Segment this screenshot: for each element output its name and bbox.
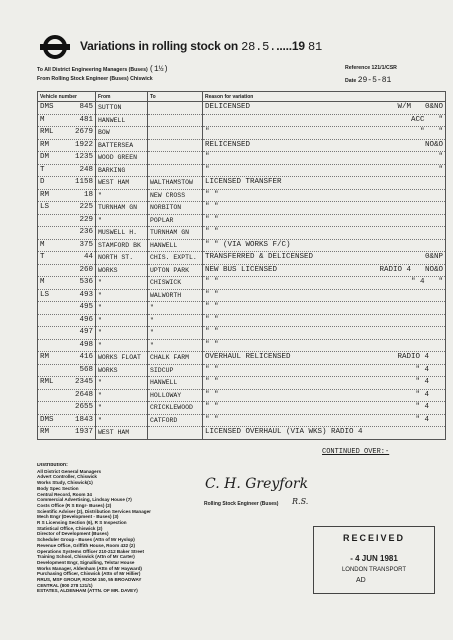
reason-text: " " bbox=[205, 315, 219, 324]
vehicle-num: 2655 bbox=[74, 403, 93, 411]
vehicle-num: 1235 bbox=[74, 153, 93, 161]
vehicle-num: 845 bbox=[79, 103, 93, 111]
vehicle-number-cell bbox=[38, 289, 96, 302]
vehicle-num: 248 bbox=[79, 165, 93, 174]
date-field: Date 29-5-81 bbox=[345, 76, 392, 85]
reason-extra: ACC bbox=[410, 115, 425, 124]
reason-extra-2: " bbox=[438, 128, 443, 136]
distribution-item: Purchasing Officer, Chiswick (Attn of Mr Hillier) bbox=[37, 571, 141, 577]
vehicle-number-cell bbox=[38, 327, 96, 340]
from-cell: MUSWELL H. bbox=[96, 227, 148, 240]
reason-extra: " 4 bbox=[415, 390, 429, 399]
vehicle-num: 493 bbox=[79, 290, 93, 299]
from-cell: " bbox=[96, 289, 148, 302]
distribution-item: Costs Office (R S Engr- Buses) (2) bbox=[37, 502, 112, 508]
from-cell: " bbox=[96, 189, 148, 202]
from-cell: " bbox=[96, 339, 148, 352]
to-cell bbox=[148, 139, 203, 152]
vehicle-num: 1922 bbox=[74, 140, 93, 149]
reason-text: " bbox=[205, 153, 210, 161]
reason-text: " " bbox=[205, 290, 219, 299]
reason-extra: " 4 bbox=[415, 378, 429, 386]
table-row bbox=[38, 114, 446, 127]
to-cell: UPTON PARK bbox=[148, 264, 203, 277]
distribution-item: Training School, Chiswick (Attn of Mr Carter) bbox=[37, 554, 135, 560]
distribution-item: Body Spec Section bbox=[37, 485, 79, 491]
to-cell: " bbox=[148, 302, 203, 315]
vehicle-num: 260 bbox=[79, 265, 93, 274]
vehicle-number-cell bbox=[38, 139, 96, 152]
reason-text: " " bbox=[205, 190, 219, 199]
reason-text: RELICENSED bbox=[205, 140, 251, 149]
from-cell: WEST HAM bbox=[96, 177, 148, 190]
reason-cell bbox=[203, 352, 446, 365]
vehicle-class: D bbox=[40, 178, 45, 186]
reason-text: " " bbox=[205, 215, 219, 224]
reason-extra-2: 0&NO bbox=[424, 103, 443, 111]
to-cell: CHALK FARM bbox=[148, 352, 203, 365]
vehicle-class: RML bbox=[40, 128, 54, 136]
table-row bbox=[38, 427, 446, 440]
table-row bbox=[38, 402, 446, 415]
table-row bbox=[38, 289, 446, 302]
to-cell bbox=[148, 102, 203, 115]
reason-cell bbox=[203, 152, 446, 165]
distribution-item: Mech Engr (Development - Buses) (3) bbox=[37, 514, 119, 520]
title-date-year-value: 81 bbox=[307, 40, 322, 54]
reason-cell bbox=[203, 302, 446, 315]
reason-cell bbox=[203, 202, 446, 215]
distribution-item: RRUS, MSF GROUP, ROOM 150, 55 BROADWAY bbox=[37, 577, 142, 583]
to-cell bbox=[148, 114, 203, 127]
to-cell: CHISWICK bbox=[148, 277, 203, 290]
stamp-date: - 4 JUN 1981 bbox=[350, 554, 398, 563]
reason-cell bbox=[203, 239, 446, 252]
col-from: From bbox=[96, 92, 148, 102]
vehicle-num: 229 bbox=[79, 215, 93, 224]
reason-extra-2: " bbox=[438, 153, 443, 161]
from-cell: WOOD GREEN bbox=[96, 152, 148, 165]
distribution-item: Commercial Advertising, Lindsay House (7) bbox=[37, 497, 132, 503]
vehicle-number-cell bbox=[38, 352, 96, 365]
reason-cell bbox=[203, 252, 446, 265]
vehicle-num: 536 bbox=[79, 278, 93, 286]
vehicle-class: RM bbox=[40, 428, 50, 436]
vehicle-class: RM bbox=[40, 140, 50, 149]
distribution-list bbox=[37, 463, 217, 594]
table-row bbox=[38, 314, 446, 327]
reason-text: " " bbox=[205, 303, 219, 311]
stamp-title: RECEIVED bbox=[342, 533, 405, 543]
vehicle-num: 495 bbox=[79, 303, 93, 311]
table-row bbox=[38, 302, 446, 315]
distribution-item: Development Engr, Signalling, Telstar House bbox=[37, 559, 135, 565]
table-row bbox=[38, 214, 446, 227]
table-row bbox=[38, 352, 446, 365]
table-row bbox=[38, 152, 446, 165]
reason-text: " " bbox=[205, 278, 219, 286]
vehicle-class: DMS bbox=[40, 103, 54, 111]
distribution-item: Statistical Office, Chiswick (2) bbox=[37, 525, 103, 531]
table-row bbox=[38, 239, 446, 252]
reason-text: " " bbox=[205, 403, 219, 411]
vehicle-num: 225 bbox=[79, 203, 93, 211]
vehicle-number-cell bbox=[38, 102, 96, 115]
table-row bbox=[38, 102, 446, 115]
vehicle-number-cell bbox=[38, 264, 96, 277]
reason-text: " " bbox=[205, 328, 219, 336]
table-row bbox=[38, 389, 446, 402]
table-row bbox=[38, 327, 446, 340]
from-cell: WEST HAM bbox=[96, 427, 148, 440]
table-row bbox=[38, 364, 446, 377]
vehicle-class: LS bbox=[40, 290, 50, 299]
vehicle-num: 18 bbox=[83, 190, 93, 199]
signature-initials: R.S. bbox=[292, 497, 309, 506]
reason-extra-2: " bbox=[438, 278, 443, 286]
reason-extra-2: NO&O bbox=[424, 140, 443, 149]
reason-cell bbox=[203, 377, 446, 390]
reason-extra-2: 0&NP bbox=[424, 253, 443, 261]
reason-text: OVERHAUL RELICENSED bbox=[205, 353, 291, 361]
vehicle-class: M bbox=[40, 115, 45, 124]
reason-text: " " bbox=[205, 203, 219, 211]
reason-extra: " 4 bbox=[410, 278, 425, 286]
to-cell bbox=[148, 164, 203, 177]
vehicle-number-cell bbox=[38, 364, 96, 377]
vehicle-number-cell bbox=[38, 214, 96, 227]
distribution-item: Advert Controller, Chiswick bbox=[37, 474, 97, 480]
vehicle-number-cell bbox=[38, 164, 96, 177]
reason-cell bbox=[203, 414, 446, 427]
to-cell: " bbox=[148, 314, 203, 327]
reason-extra-2: " bbox=[438, 115, 443, 124]
reason-extra: RADIO 4 bbox=[379, 265, 411, 274]
to-line: To All District Engineering Managers (Buses) (1½) bbox=[37, 65, 169, 74]
from-cell: " bbox=[96, 389, 148, 402]
reason-cell bbox=[203, 189, 446, 202]
reason-text: " " bbox=[205, 378, 219, 386]
table-row bbox=[38, 127, 446, 140]
reason-text: NEW BUS LICENSED bbox=[205, 265, 278, 274]
reason-text: LICENSED TRANSFER bbox=[205, 178, 282, 186]
distribution-item: CENTRAL (800 278 121/1) bbox=[37, 582, 93, 588]
vehicle-class: LS bbox=[40, 203, 50, 211]
from-cell: " bbox=[96, 302, 148, 315]
title-date-day: 28.5. bbox=[241, 40, 277, 54]
vehicle-number-cell bbox=[38, 377, 96, 390]
vehicle-number-cell bbox=[38, 339, 96, 352]
variations-table bbox=[37, 91, 446, 440]
vehicle-number-cell bbox=[38, 277, 96, 290]
distribution-item: ESTATES, ALDENHAM (ATTN. OF MR. DAVEY) bbox=[37, 588, 138, 594]
vehicle-num: 2648 bbox=[74, 390, 93, 399]
to-cell: " bbox=[148, 327, 203, 340]
distribution-item: All District General Managers bbox=[37, 468, 102, 474]
distribution-heading: Distribution: bbox=[37, 463, 68, 468]
vehicle-number-cell bbox=[38, 177, 96, 190]
to-cell: HOLLOWAY bbox=[148, 389, 203, 402]
table-row bbox=[38, 377, 446, 390]
reason-text: " " (VIA WORKS F/C) bbox=[205, 240, 291, 249]
to-cell: HANWELL bbox=[148, 377, 203, 390]
vehicle-number-cell bbox=[38, 189, 96, 202]
continued-note: CONTINUED OVER:- bbox=[322, 448, 390, 456]
from-cell: " bbox=[96, 314, 148, 327]
vehicle-class: M bbox=[40, 240, 45, 249]
reason-text: DELICENSED bbox=[205, 103, 251, 111]
distribution-item: Scientific Adviser (2), Distribution Services Manager bbox=[37, 508, 151, 514]
reason-cell bbox=[203, 277, 446, 290]
vehicle-num: 375 bbox=[79, 240, 93, 249]
reference: Reference 121/1/CSR bbox=[345, 65, 397, 71]
reason-cell bbox=[203, 402, 446, 415]
distribution-item: Works Manager, Aldenham (Attn of Mr Hayward) bbox=[37, 565, 142, 571]
from-cell: BOW bbox=[96, 127, 148, 140]
reason-cell bbox=[203, 214, 446, 227]
reason-extra-2: NO&O bbox=[424, 265, 443, 274]
reason-extra-2: " bbox=[438, 165, 443, 174]
reason-cell bbox=[203, 102, 446, 115]
from-cell: " bbox=[96, 377, 148, 390]
to-cell: " bbox=[148, 339, 203, 352]
vehicle-num: 497 bbox=[79, 328, 93, 336]
table-row bbox=[38, 177, 446, 190]
vehicle-number-cell bbox=[38, 314, 96, 327]
vehicle-num: 44 bbox=[83, 253, 93, 261]
reason-extra: " 4 bbox=[415, 403, 429, 411]
table-row bbox=[38, 252, 446, 265]
to-cell: CRICKLEWOOD bbox=[148, 402, 203, 415]
vehicle-class: RM bbox=[40, 353, 50, 361]
reason-cell bbox=[203, 364, 446, 377]
vehicle-number-cell bbox=[38, 239, 96, 252]
reason-text: TRANSFERRED & DELICENSED bbox=[205, 253, 314, 261]
table-row bbox=[38, 414, 446, 427]
vehicle-num: 236 bbox=[79, 228, 93, 236]
vehicle-class: DM bbox=[40, 153, 50, 161]
vehicle-number-cell bbox=[38, 227, 96, 240]
from-cell: STAMFORD BK bbox=[96, 239, 148, 252]
to-cell: POPLAR bbox=[148, 214, 203, 227]
vehicle-num: 1937 bbox=[74, 428, 93, 436]
distribution-item: Scheduler Group - Buses (Attn of Mr Hyslop) bbox=[37, 537, 135, 543]
vehicle-class: T bbox=[40, 165, 45, 174]
stamp-org: LONDON TRANSPORT bbox=[341, 567, 407, 573]
distribution-item: Director of Development (Buses) bbox=[37, 531, 109, 537]
reason-text: " bbox=[205, 128, 210, 136]
vehicle-number-cell bbox=[38, 152, 96, 165]
from-cell: " bbox=[96, 402, 148, 415]
from-cell: " bbox=[96, 214, 148, 227]
table-row bbox=[38, 189, 446, 202]
reason-cell bbox=[203, 427, 446, 440]
from-cell: BATTERSEA bbox=[96, 139, 148, 152]
from-cell: " bbox=[96, 327, 148, 340]
from-cell: NORTH ST. bbox=[96, 252, 148, 265]
table-header-row bbox=[38, 92, 446, 102]
reason-cell bbox=[203, 139, 446, 152]
table-row bbox=[38, 339, 446, 352]
reason-text: " " bbox=[205, 365, 219, 374]
vehicle-class: RM bbox=[40, 190, 50, 199]
reason-cell bbox=[203, 389, 446, 402]
title-date-year: 19 bbox=[291, 39, 305, 53]
vehicle-number-cell bbox=[38, 402, 96, 415]
reason-text: " " bbox=[205, 390, 219, 399]
col-vehicle-number: Vehicle number bbox=[38, 92, 96, 102]
table-row bbox=[38, 164, 446, 177]
reason-cell bbox=[203, 289, 446, 302]
col-reason: Reason for variation bbox=[203, 92, 446, 102]
from-cell: SUTTON bbox=[96, 102, 148, 115]
reason-extra: " 4 bbox=[415, 365, 429, 374]
vehicle-num: 1158 bbox=[74, 178, 93, 186]
page-title: Variations in rolling stock on 28.5......19 81 bbox=[80, 39, 322, 54]
vehicle-number-cell bbox=[38, 389, 96, 402]
reason-extra: " 4 bbox=[415, 415, 429, 424]
reason-text: LICENSED OVERHAUL (VIA WKS) RADIO 4 bbox=[205, 428, 363, 436]
vehicle-num: 1843 bbox=[74, 415, 93, 424]
table-row bbox=[38, 227, 446, 240]
to-cell bbox=[148, 127, 203, 140]
to-cell bbox=[148, 152, 203, 165]
reason-cell bbox=[203, 339, 446, 352]
vehicle-number-cell bbox=[38, 427, 96, 440]
table-row bbox=[38, 264, 446, 277]
from-cell: " bbox=[96, 277, 148, 290]
reason-extra: W/M bbox=[397, 103, 411, 111]
london-transport-roundel-icon bbox=[40, 35, 70, 59]
vehicle-number-cell bbox=[38, 414, 96, 427]
to-cell: NEW CROSS bbox=[148, 189, 203, 202]
vehicle-number-cell bbox=[38, 302, 96, 315]
from-cell: " bbox=[96, 414, 148, 427]
reason-extra: " bbox=[419, 128, 425, 136]
signature-caption: Rolling Stock Engineer (Buses) bbox=[204, 501, 279, 507]
from-cell: BARKING bbox=[96, 164, 148, 177]
distribution-item: Revenue Office, Griffith House, Room 432 (2) bbox=[37, 542, 136, 548]
col-to: To bbox=[148, 92, 203, 102]
to-cell: TURNHAM GN bbox=[148, 227, 203, 240]
vehicle-num: 496 bbox=[79, 315, 93, 324]
vehicle-class: RML bbox=[40, 378, 54, 386]
vehicle-num: 2679 bbox=[74, 128, 93, 136]
from-cell: TURNHAM GN bbox=[96, 202, 148, 215]
reason-cell bbox=[203, 264, 446, 277]
distribution-item: Central Record, Room 34 bbox=[37, 491, 92, 497]
table-row bbox=[38, 202, 446, 215]
from-line: From Rolling Stock Engineer (Buses) Chiswick bbox=[37, 76, 153, 82]
vehicle-number-cell bbox=[38, 114, 96, 127]
to-cell: HANWELL bbox=[148, 239, 203, 252]
vehicle-num: 568 bbox=[79, 365, 93, 374]
vehicle-class: DMS bbox=[40, 415, 54, 424]
reason-text: " " bbox=[205, 340, 219, 349]
vehicle-class: T bbox=[40, 253, 45, 261]
reason-cell bbox=[203, 314, 446, 327]
to-cell: CHIS. EXPTL. bbox=[148, 252, 203, 265]
to-cell: WALWORTH bbox=[148, 289, 203, 302]
reason-extra: RADIO 4 bbox=[397, 353, 429, 361]
to-cell: SIDCUP bbox=[148, 364, 203, 377]
reason-cell bbox=[203, 327, 446, 340]
vehicle-num: 498 bbox=[79, 340, 93, 349]
vehicle-num: 416 bbox=[79, 353, 93, 361]
reason-cell bbox=[203, 177, 446, 190]
distribution-item: Works Study, Chiswick(1) bbox=[37, 480, 93, 486]
signature: C. H. Greyfork bbox=[205, 476, 309, 492]
received-stamp bbox=[313, 526, 435, 594]
distribution-item: Operations Systems Officer 210-212 Baker Street bbox=[37, 548, 144, 554]
vehicle-class: M bbox=[40, 278, 45, 286]
reason-text: " " bbox=[205, 228, 219, 236]
distribution-item: R S Licensing Section (6), R S Inspection bbox=[37, 520, 127, 526]
vehicle-num: 2345 bbox=[74, 378, 93, 386]
vehicle-number-cell bbox=[38, 202, 96, 215]
to-cell bbox=[148, 427, 203, 440]
stamp-tail: AD bbox=[356, 577, 366, 584]
to-cell: NORBITON bbox=[148, 202, 203, 215]
vehicle-number-cell bbox=[38, 252, 96, 265]
reason-text: " bbox=[205, 165, 210, 174]
reason-cell bbox=[203, 127, 446, 140]
reason-cell bbox=[203, 114, 446, 127]
to-cell: WALTHAMSTOW bbox=[148, 177, 203, 190]
from-cell: WORKS FLOAT bbox=[96, 352, 148, 365]
from-cell: HANWELL bbox=[96, 114, 148, 127]
table-row bbox=[38, 139, 446, 152]
from-cell: WORKS bbox=[96, 364, 148, 377]
reason-cell bbox=[203, 164, 446, 177]
reason-cell bbox=[203, 227, 446, 240]
vehicle-number-cell bbox=[38, 127, 96, 140]
table-row bbox=[38, 277, 446, 290]
reason-text: " " bbox=[205, 415, 219, 424]
from-cell: WORKS bbox=[96, 264, 148, 277]
vehicle-num: 481 bbox=[79, 115, 93, 124]
to-cell: CATFORD bbox=[148, 414, 203, 427]
